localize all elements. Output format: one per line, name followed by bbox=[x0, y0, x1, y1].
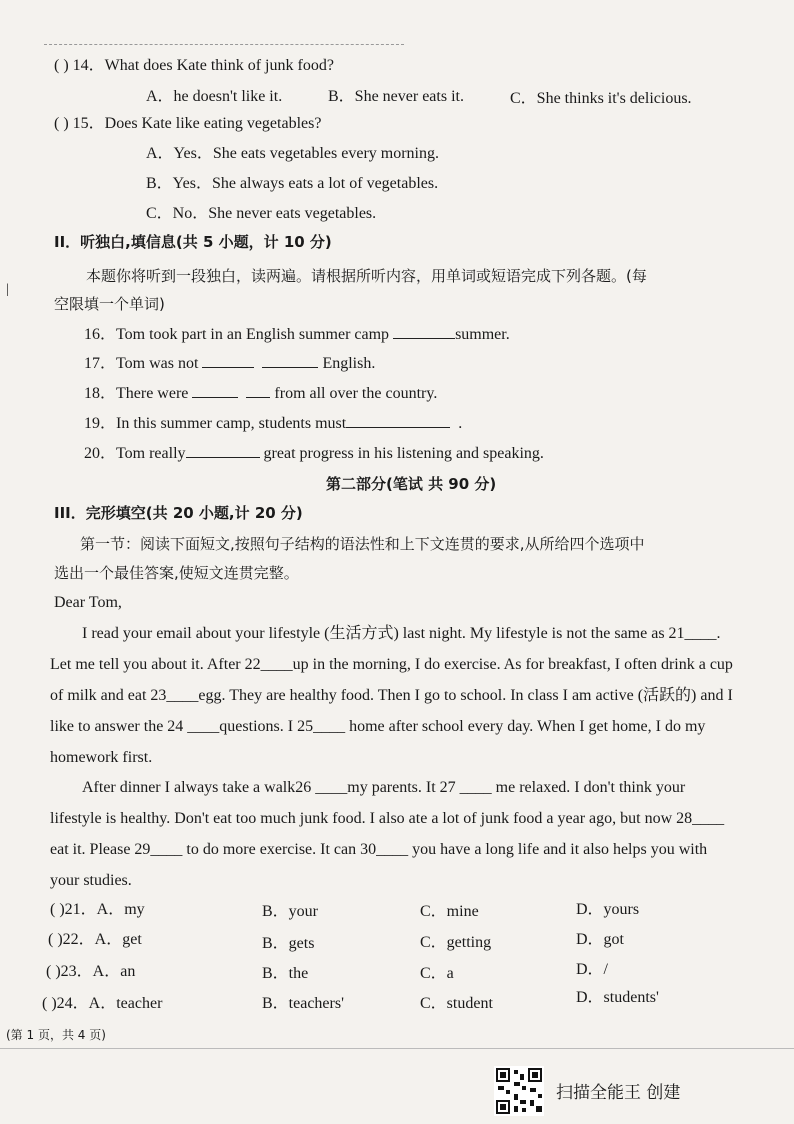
answer-blank-16[interactable] bbox=[393, 324, 455, 339]
q15-option-c: C．No．She never eats vegetables. bbox=[146, 205, 377, 222]
answer-blank-18a[interactable] bbox=[192, 383, 238, 398]
section-3-instruction-1: 第一节：阅读下面短文,按照句子结构的语法性和上下文连贯的要求,从所给四个选项中 bbox=[80, 535, 645, 553]
answer-blank-17a[interactable] bbox=[202, 353, 254, 368]
section-3-title: III．完形填空(共 20 小题,计 20 分) bbox=[54, 504, 303, 522]
section-3-instruction-2: 选出一个最佳答案,使短文连贯完整。 bbox=[54, 564, 299, 582]
question-15: ( ) 15．Does Kate like eating vegetables? bbox=[54, 115, 322, 132]
q15-option-b: B．Yes．She always eats a lot of vegetables. bbox=[146, 175, 439, 192]
question-17: 17．Tom was not English. bbox=[84, 355, 376, 372]
answer-blank-17b[interactable] bbox=[262, 353, 318, 368]
top-divider bbox=[44, 44, 404, 45]
question-18: 18．There were from all over the country. bbox=[84, 385, 438, 402]
scanner-watermark: 扫描全能王 创建 bbox=[556, 1083, 681, 1103]
part-2-title: 第二部分(笔试 共 90 分) bbox=[326, 475, 497, 493]
passage-paragraph-2: After dinner I always take a walk26 ____my parents. It 27 ____ me relaxed. I don't think your lifestyle is healthy. Don't eat too much junk food. I also ate a lot of junk food a year ago, but now 28____ eat it. Please 29____ to do more exercise. It can 30____ you have a long life and it also helps you with your studies. bbox=[50, 779, 725, 889]
answer-blank-18b[interactable] bbox=[246, 383, 270, 398]
exam-page: | ( ) 14．What does Kate think of junk food? A．he doesn't like it. B．She never eats it. C．She thinks it's delicious. ( ) 15．Does Kate like eating vegetables? A．Yes．She eats vegetables every morning. B．Yes．She always eats a lot of vegetables. C．No．She never eats vegetables. II．听独白,填信息(共 5 小题，计 10 分) 本题你将听到一段独白，读两遍。请根据所听内容，用单词或短语完成下列各题。(每 空限填一个单词) 16．Tom took part in an English summer camp summer. 17．Tom was not English. 18．There were from all over the country. 19．In this summer camp, students must . 20．Tom really great progress in his listening and speaking. 第二部分(笔试 共 90 分) III．完形填空(共 20 小题,计 20 分) 第一节：阅读下面短文,按照句子结构的语法性和上下文连贯的要求,从所给四个选项中 选出一个最佳答案,使短文连贯完整。 Dear Tom, I read your email about your lifestyle (生活方式) last night. My lifestyle is not the same as 21____. Let me tell you about it. After 22____up in the morning, I do exercise. As for breakfast, I often drink a cup of milk and eat 23____egg. They are healthy food. Then I go to school. In class I am active (活跃的) and I like to answer the 24 ____questions. I 25____ home after school every day. When I get home, I do my homework first. After dinner I always take a walk26 ____my parents. It 27 ____ me relaxed. I don't think your lifestyle is healthy. Don't eat too much junk food. I also ate a lot of junk food a year ago, but now 28____ eat it. Please 29____ to do more exercise. It can 30____ you have a long life and it also helps you with your studies. ( )21．A．my B．your C．mine D．yours ( )22．A．get B．gets C．getting D．got ( )23．A．an B．the C．a D．/ ( )24．A．teacher B．teachers' C．student D．students' (第 1 页，共 4 页) 扫描全能王 创建 bbox=[0, 0, 794, 1124]
letter-greeting: Dear Tom, bbox=[54, 594, 122, 611]
answer-blank-20[interactable] bbox=[186, 443, 260, 458]
q14-option-c: C．She thinks it's delicious. bbox=[510, 90, 692, 107]
question-20: 20．Tom really great progress in his listening and speaking. bbox=[84, 445, 544, 462]
section-2-instruction-2: 空限填一个单词) bbox=[54, 295, 165, 313]
qr-code-icon bbox=[494, 1066, 544, 1116]
page-number-footer: (第 1 页，共 4 页) bbox=[6, 1028, 106, 1042]
passage-paragraph-1: I read your email about your lifestyle (生活方式) last night. My lifestyle is not the same as 21____. Let me tell you about it. After 22____up in the morning, I do exercise. As for breakfast, I often drink a cup of milk and eat 23____egg. They are healthy food. Then I go to school. In class I am active (活跃的) and I like to answer the 24 ____questions. I 25____ home after school every day. When I get home, I do my homework first. bbox=[50, 625, 733, 766]
margin-mark: | bbox=[6, 282, 9, 297]
q15-option-a: A．Yes．She eats vegetables every morning. bbox=[146, 145, 439, 162]
question-16: 16．Tom took part in an English summer camp summer. bbox=[84, 326, 510, 343]
q14-option-a: A．he doesn't like it. bbox=[146, 88, 283, 105]
section-2-title: II．听独白,填信息(共 5 小题，计 10 分) bbox=[54, 233, 332, 251]
section-2-instruction-1: 本题你将听到一段独白，读两遍。请根据所听内容，用单词或短语完成下列各题。(每 bbox=[86, 267, 647, 285]
answer-blank-19[interactable] bbox=[346, 413, 450, 428]
question-14: ( ) 14．What does Kate think of junk food? bbox=[54, 57, 334, 74]
question-19: 19．In this summer camp, students must . bbox=[84, 415, 463, 432]
footer-divider bbox=[0, 1048, 794, 1049]
q14-option-b: B．She never eats it. bbox=[328, 88, 464, 105]
